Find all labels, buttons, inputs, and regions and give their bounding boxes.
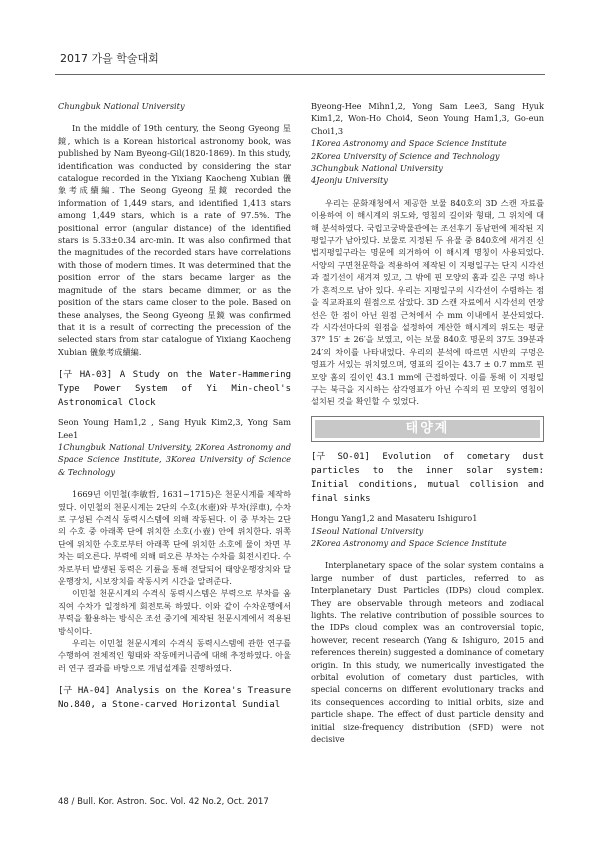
ha04-title: [구 HA-04] Analysis on the Korea's Treasure No.840, a Stone-carved Horizontal Sundial: [58, 686, 291, 711]
ha04-body: 우리는 문화재청에서 제공한 보물 840호의 3D 스캔 자료를 이용하여 이 해시계의 위도와, 영침의 길이와 형태, 그 위치에 대해 분석하였다. 국립고궁박물관에는 조선후기 동남편에 제작된 지평일구가 남아있다. 보물로 지정된 두 유물 중 840호에 새겨진 신법지평일구라는 명문에 의거하여 이 해시계 명칭이 사용되었다. 서양의 구면천문학을 적용하여 제작된 이 지평일구는 단지 시각선과 절기선이 새겨져 있고, 그 밖에 핀 모양의 홈과 깊은 구멍 하나가 흔적으로 남아 있다. 우리는 지평일구의 시각선이 수렴하는 점을 직교좌표의 원점으로 삼았다. 3D 스캔 자료에서 시각선의 연장선은 한 점이 아닌 원점 근처에서 수 mm 이내에서 분산되었다. 각 시각선마다의 원점을 설정하여 계산한 해시계의 위도는 평균 37° 15′ ± 26′을 보였고, 이는 보물 840호 명문의 37도 39분과 24′의 차이를 나타내었다. 우리의 분석에 따르면 시반의 구멍은 영표가 서있는 위치였으며, 영표의 길이는 43.7 ± 0.7 mm로 핀 모양 홈의 길이인 43.1 mm에 근접하였다. 이를 통해 이 지평일구는 북극을 지시하는 삼각영표가 아닌 수직의 핀 모양의 영침이 설치된 것을 확인할 수 있었다.: [311, 197, 544, 407]
abstract-seong-gyeong: In the middle of 19th century, the Seong Gyeong 星鏡, which is a Korean historical astronomy book, was published by Nam Byeong-Gil(1820-1869). In this study, identification was conducted by considering the star catalogue recorded in the Yixiang Kaocheng Xubian 儀象考成續編. The Seong Gyeong 星鏡 recorded the information of 1,449 stars, and identified 1,413 stars among 1,449 stars, which is a rate of 97.5%. The positional error (angular distance) of the identified stars is 5.33±0.34 arc-min. It was also confirmed that the magnitudes of the recorded stars have correlations with those of modern times. It was determined that the position error of the stars became larger as the magnitude of the stars became dimmer, or as the position of the stars came closer to the pole. Based on these analyses, the Seong Gyeong 星鏡 was confirmed that it is a result of correcting the precession of the selected stars from star catalogue of Yixiang Kaocheng Xubian 儀象考成續編.: [58, 123, 291, 357]
ha03-affiliations: 1Chungbuk National University, 2Korea Astronomy and Space Science Institute, 3Korea University of Science & Technology: [58, 441, 291, 477]
ha03-paragraph-3: 우리는 이민철 천문시계의 수격식 동력시스템에 관한 연구를 수행하여 전체적인 형태와 작동메커니즘에 대해 추정하였다. 아울러 연구 결과를 바탕으로 개념설계를 진행하였다.: [58, 638, 291, 673]
ha03-paragraph-1: 1669년 이민철(李敏哲, 1631~1715)은 천문시계를 제작하였다. 이민철의 천문시계는 2단의 수호(水壺)와 부차(浮車), 수차로 구성된 수격식 동력시스템에 의해 작동된다. 이 중 부차는 2단의 수호 중 아래쪽 단에 위치한 소호(小壺) 안에 위치한다. 위쪽 단에 위치한 수호로부터 아래쪽 단에 위치한 소호에 물이 차면 부차는 떠오른다. 부력에 의해 떠오른 부차는 수차를 회전시킨다. 수차로부터 발생된 동력은 기륜을 통해 전달되어 태양운행장치와 달운행장치, 시보장치를 작동시켜 시간을 알려준다.: [58, 489, 291, 586]
ha04-authors: Byeong-Hee Mihn1,2, Yong Sam Lee3, Sang Hyuk Kim1,2, Won-Ho Choi4, Seon Young Ham1,3, Go-eun Choi1,3: [311, 101, 544, 136]
ha04-affiliation-3: 3Chungbuk National University: [311, 163, 443, 174]
affiliation: Chungbuk National University: [58, 101, 185, 111]
right-column: [311, 100, 544, 745]
ha04-affiliation-2: 2Korea University of Science and Technology: [311, 150, 500, 161]
ha04-affiliation-1: 1Korea Astronomy and Space Science Institute: [311, 138, 507, 149]
so01-authors: Hongu Yang1,2 and Masateru Ishiguro1: [311, 513, 478, 524]
so01-affiliation-2: 2Korea Astronomy and Space Science Institute: [311, 537, 507, 548]
so01-affiliation-1: 1Seoul National University: [311, 525, 424, 536]
header-rule: [55, 74, 545, 75]
ha03-paragraph-2: 이민철 천문시계의 수격식 동력시스템은 부력으로 부차를 움직여 수차가 일정하게 회전토록 하였다. 이와 같이 수차운행에서 부력을 활용하는 방식은 조선 중기에 제작된 천문시계에서 적용된 방식이다.: [58, 588, 291, 636]
left-column: [58, 100, 291, 712]
ha04-affiliation-4: 4Jeonju University: [311, 175, 388, 186]
page-footer: 48 / Bull. Kor. Astron. Soc. Vol. 42 No.2, Oct. 2017: [58, 797, 269, 807]
section-heading-box: [311, 416, 544, 442]
so01-body: Interplanetary space of the solar system contains a large number of dust particles, referred to as Interplanetary Dust Particles (IDPs) cloud complex. They are observable through meteors and zodiacal lights. The relative contribution of possible sources to the IDPs cloud complex was an controversial topic, however, recent research (Yang & Ishiguro, 2015 and references therein) suggested a dominance of cometary origin. In this study, we numerically investigated the orbital evolution of cometary dust particles, with special concerns on different evolutionary tracks and its consequences according to initial orbits, size and particle shape. The effect of dust particle density and initial size-frequency distribution (SFD) were not decisive: [311, 560, 544, 745]
ha03-title: [구 HA-03] A Study on the Water-Hammering Type Power System of Yi Min-cheol's Astronomical Clock: [58, 370, 291, 409]
so01-title: [구 SO-01] Evolution of cometary dust particles to the inner solar system: Initial conditions, mutual collision and final sinks: [311, 452, 544, 505]
ha03-authors: Seon Young Ham1,2 , Sang Hyuk Kim2,3, Yong Sam Lee1: [58, 417, 291, 440]
section-heading: 태양계: [315, 420, 540, 438]
running-header: 2017 가을 학술대회: [60, 52, 159, 65]
